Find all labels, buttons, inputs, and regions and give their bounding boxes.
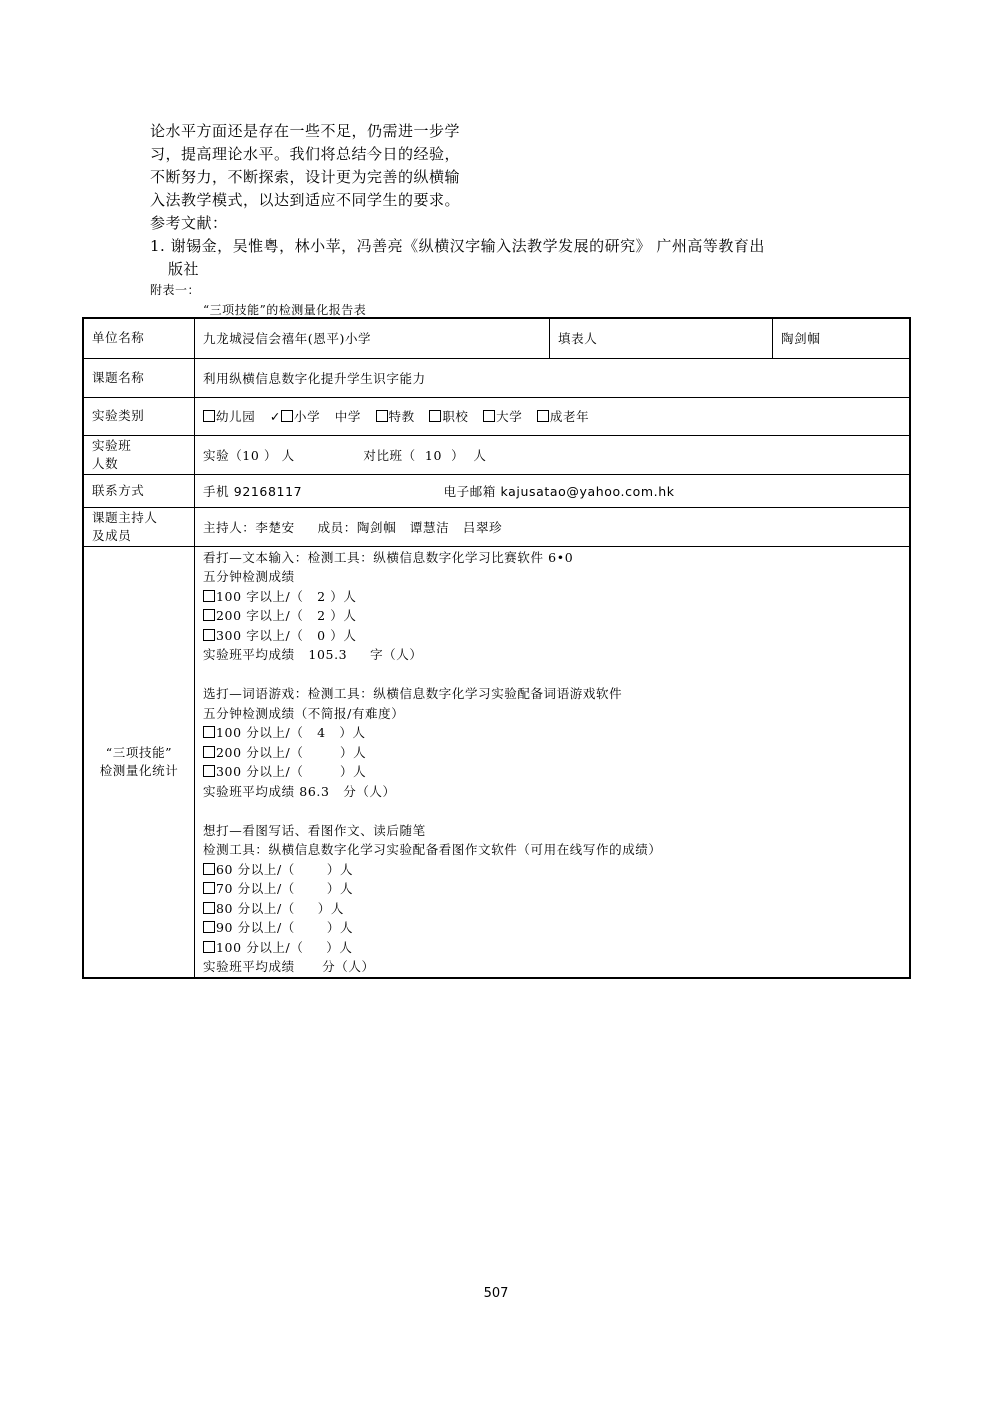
members-label: 课题主持人 及成员 bbox=[83, 507, 195, 546]
unit-label: 单位名称 bbox=[83, 318, 195, 358]
checkbox-icon bbox=[203, 410, 215, 422]
section3-subtitle: 检测工具：纵横信息数字化学习实验配备看图作文软件（可用在线写作的成绩） bbox=[203, 842, 662, 857]
reference-item-1: 1. 谢锡金，吴惟粤，林小苹，冯善亮《纵横汉字输入法教学发展的研究》 广州高等教育出 bbox=[150, 237, 765, 255]
checkbox-icon bbox=[483, 410, 495, 422]
section2-title: 选打—词语游戏：检测工具：纵横信息数字化学习实验配备词语游戏软件 bbox=[203, 686, 623, 701]
paragraph-line: 论水平方面还是存在一些不足，仍需进一步学 bbox=[150, 122, 461, 140]
section2-item: 100 分以上/（ 4 ）人 bbox=[203, 723, 901, 743]
checkbox-icon bbox=[203, 609, 215, 621]
appendix-label: 附表一： bbox=[150, 283, 201, 297]
section1-item: 200 字以上/（ 2 ）人 bbox=[203, 606, 901, 626]
section1-title: 看打—文本输入：检测工具：纵横信息数字化学习比赛软件 6•0 bbox=[203, 549, 574, 565]
topic-value: 利用纵横信息数字化提升学生识字能力 bbox=[195, 358, 911, 397]
row-category bbox=[83, 397, 910, 435]
report-table bbox=[82, 317, 911, 979]
topic-label: 课题名称 bbox=[83, 358, 195, 397]
category-label: 实验类别 bbox=[83, 397, 195, 435]
page-number: 507 bbox=[483, 1286, 509, 1301]
option-primary[interactable]: ✓ 小学 bbox=[269, 409, 321, 424]
reference-item-1-cont: 版社 bbox=[168, 260, 200, 278]
section3-item: 70 分以上/（ ）人 bbox=[203, 879, 901, 899]
checkbox-icon bbox=[203, 590, 215, 602]
option-adult[interactable]: 成老年 bbox=[537, 409, 589, 424]
spacer bbox=[203, 801, 901, 821]
section3-item: 60 分以上/（ ）人 bbox=[203, 860, 901, 880]
paragraph-line: 不断努力，不断探索，设计更为完善的纵横输 bbox=[150, 168, 461, 186]
checkmark-icon: ✓ bbox=[269, 409, 281, 424]
checkbox-icon bbox=[281, 410, 293, 422]
section3-title: 想打—看图写话、看图作文、读后随笔 bbox=[203, 822, 426, 838]
checkbox-icon bbox=[203, 941, 215, 953]
references-heading: 参考文献： bbox=[150, 214, 228, 232]
filler-value: 陶剑帼 bbox=[773, 318, 911, 358]
checkbox-icon bbox=[376, 410, 388, 422]
checkbox-icon bbox=[537, 410, 549, 422]
section3-item: 80 分以上/（ ）人 bbox=[203, 899, 901, 919]
unit-value: 九龙城浸信会禧年(恩平)小学 bbox=[195, 318, 550, 358]
option-university[interactable]: 大学 bbox=[483, 409, 522, 424]
checkbox-icon bbox=[203, 765, 215, 777]
section2-item: 200 分以上/（ ）人 bbox=[203, 743, 901, 763]
spacer bbox=[203, 665, 901, 685]
category-options bbox=[195, 397, 911, 435]
row-unit bbox=[83, 318, 910, 358]
table-title: “三项技能”的检测量化报告表 bbox=[203, 303, 367, 317]
section3-average: 实验班平均成绩 分（人） bbox=[203, 959, 375, 974]
paragraph-line: 入法教学模式，以达到适应不同学生的要求。 bbox=[150, 191, 461, 209]
row-stats bbox=[83, 546, 910, 978]
checkbox-icon bbox=[203, 902, 215, 914]
stats-content bbox=[195, 546, 911, 978]
contact-value bbox=[195, 474, 911, 507]
option-kindergarten[interactable]: 幼儿园 bbox=[203, 409, 255, 424]
section1-subtitle: 五分钟检测成绩 bbox=[203, 569, 295, 584]
email: 电子邮箱 kajusatao@yahoo.com.hk bbox=[443, 483, 675, 499]
section1-item: 100 字以上/（ 2 ）人 bbox=[203, 587, 901, 607]
checkbox-icon bbox=[429, 410, 441, 422]
stats-label: “三项技能” 检测量化统计 bbox=[83, 546, 195, 978]
body-paragraph bbox=[150, 120, 460, 212]
section1-item: 300 字以上/（ 0 ）人 bbox=[203, 626, 901, 646]
paragraph-line: 习，提高理论水平。我们将总结今日的经验， bbox=[150, 145, 461, 163]
checkbox-icon bbox=[203, 726, 215, 738]
option-vocational[interactable]: 职校 bbox=[429, 409, 468, 424]
members-value: 主持人：李楚安 成员：陶剑帼 谭慧洁 吕翠珍 bbox=[195, 507, 911, 546]
row-class-size bbox=[83, 435, 910, 474]
section3-item: 90 分以上/（ ）人 bbox=[203, 918, 901, 938]
checkbox-icon bbox=[203, 882, 215, 894]
class-size-label: 实验班 人数 bbox=[83, 435, 195, 474]
section2-subtitle: 五分钟检测成绩（不简报/有难度） bbox=[203, 705, 405, 721]
checkbox-icon bbox=[203, 746, 215, 758]
option-secondary: 中学 bbox=[334, 409, 361, 424]
references bbox=[150, 212, 765, 281]
contact-label: 联系方式 bbox=[83, 474, 195, 507]
section2-item: 300 分以上/（ ）人 bbox=[203, 762, 901, 782]
row-contact bbox=[83, 474, 910, 507]
row-topic bbox=[83, 358, 910, 397]
checkbox-icon bbox=[203, 921, 215, 933]
class-size-value: 实验（10 ） 人 对比班（ 10 ） 人 bbox=[195, 435, 911, 474]
section1-average: 实验班平均成绩 105.3 字（人） bbox=[203, 647, 423, 662]
section2-average: 实验班平均成绩 86.3 分（人） bbox=[203, 783, 396, 799]
section3-item: 100 分以上/（ ）人 bbox=[203, 938, 901, 958]
checkbox-icon bbox=[203, 863, 215, 875]
checkbox-icon bbox=[203, 629, 215, 641]
filler-label: 填表人 bbox=[550, 318, 773, 358]
option-special-ed[interactable]: 特教 bbox=[376, 409, 415, 424]
phone: 手机 92168117 bbox=[203, 483, 303, 499]
row-members bbox=[83, 507, 910, 546]
